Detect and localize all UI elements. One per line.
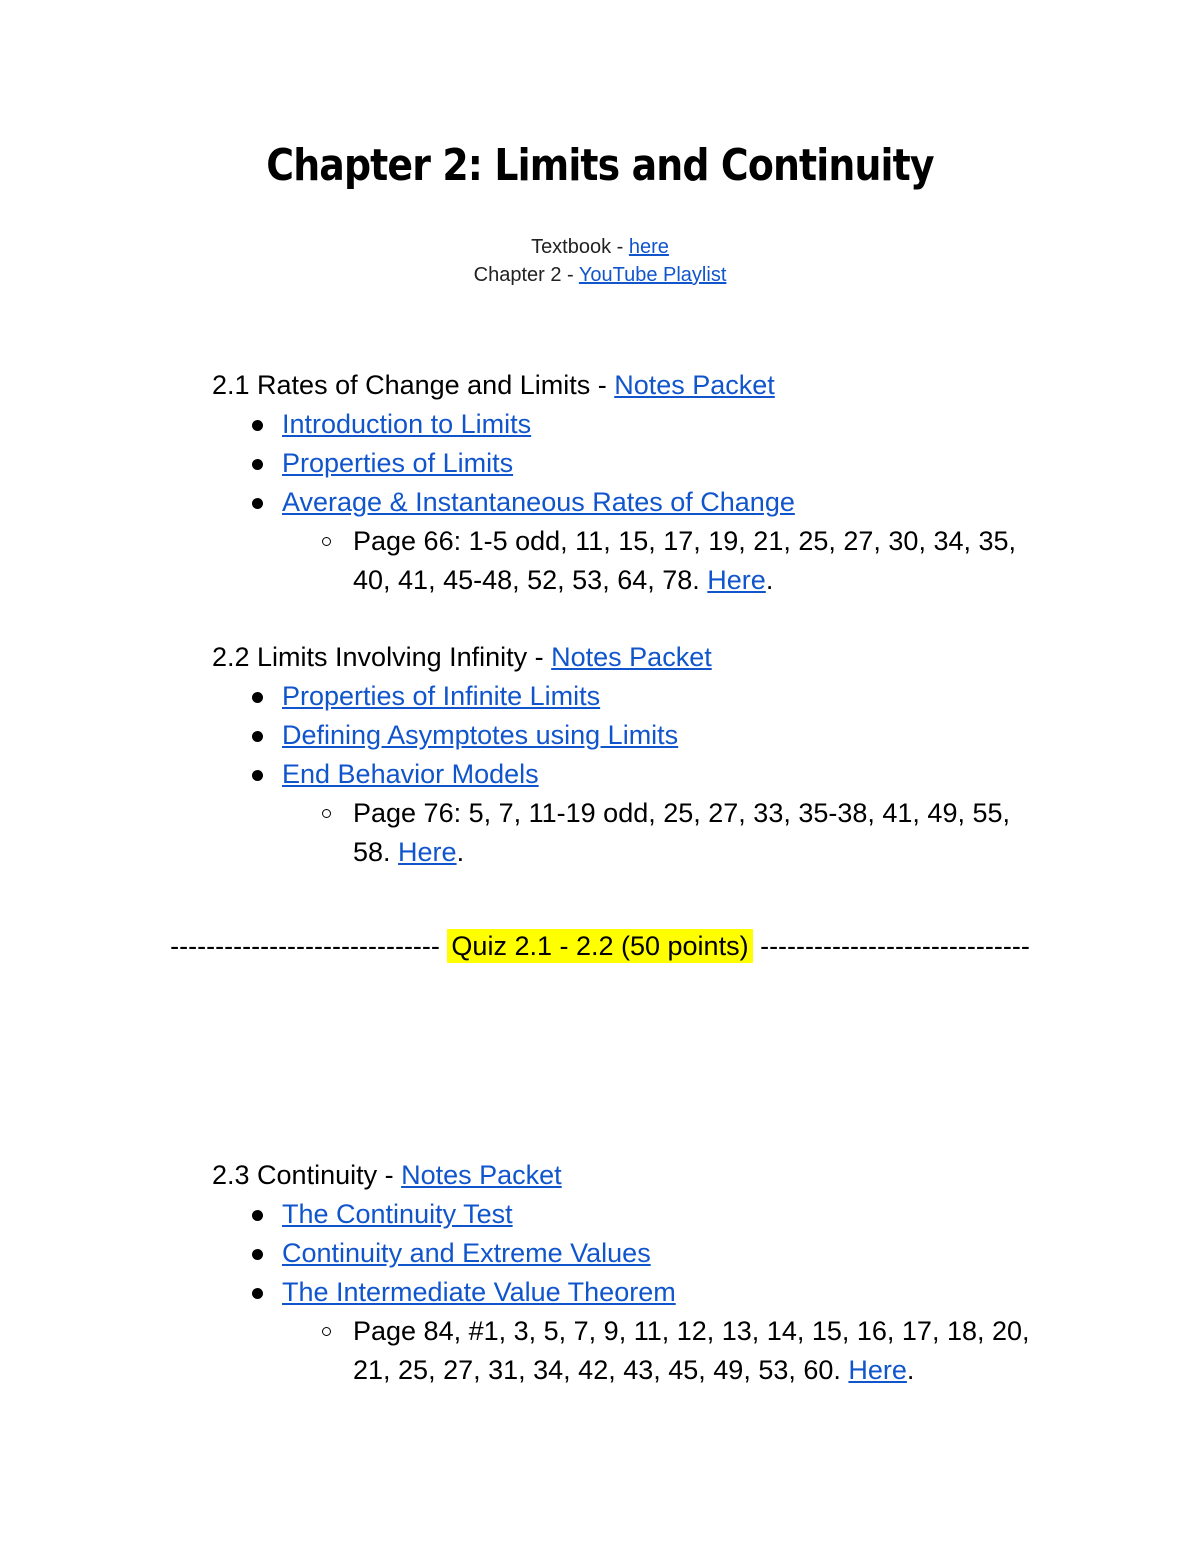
topic-link-continuity-extreme-values[interactable]: Continuity and Extreme Values <box>282 1238 651 1268</box>
topic-item <box>212 1273 1092 1312</box>
textbook-line <box>0 236 1200 259</box>
topic-link-defining-asymptotes[interactable]: Defining Asymptotes using Limits <box>282 720 679 750</box>
section-title: 2.2 Limits Involving Infinity - <box>212 642 552 672</box>
topic-link-rates-of-change[interactable]: Average & Instantaneous Rates of Change <box>282 487 795 517</box>
homework-end: . <box>456 837 465 867</box>
quiz-dashes-right: ------------------------------ <box>752 931 1030 961</box>
homework-text: Page 66: 1-5 odd, 11, 15, 17, 19, 21, 25, 27, 30, 34, 35, 40, 41, 45-48, 52, 53, 64, 78. <box>353 526 1017 595</box>
quiz-divider <box>0 926 1200 966</box>
section-2-1 <box>212 366 1092 600</box>
textbook-label: Textbook - <box>531 236 629 258</box>
quiz-dashes-left: ------------------------------ <box>170 931 448 961</box>
topic-item <box>212 405 1092 444</box>
topic-item <box>212 1195 1092 1234</box>
section-title: 2.3 Continuity - <box>212 1160 402 1190</box>
homework-text: Page 84, #1, 3, 5, 7, 9, 11, 12, 13, 14, 15, 16, 17, 18, 20, 21, 25, 27, 31, 34, 42, 43, 45, 49, 53, 60. <box>353 1316 1030 1385</box>
section-heading <box>212 638 1092 677</box>
homework-link[interactable]: Here <box>398 837 457 867</box>
notes-packet-link[interactable]: Notes Packet <box>614 370 775 400</box>
homework-assignment <box>212 522 1043 600</box>
topic-list <box>212 1195 1092 1312</box>
topic-item <box>212 677 1092 716</box>
playlist-line <box>0 264 1200 287</box>
quiz-label: Quiz 2.1 - 2.2 (50 points) <box>447 929 752 963</box>
homework-assignment <box>212 794 1043 872</box>
topic-link-introduction-to-limits[interactable]: Introduction to Limits <box>282 409 532 439</box>
section-2-3 <box>212 1156 1092 1390</box>
section-title: 2.1 Rates of Change and Limits - <box>212 370 615 400</box>
topic-link-continuity-test[interactable]: The Continuity Test <box>282 1199 513 1229</box>
topic-link-intermediate-value-theorem[interactable]: The Intermediate Value Theorem <box>282 1277 676 1307</box>
topic-item <box>212 483 1092 522</box>
page-title: Chapter 2: Limits and Continuity <box>266 140 934 191</box>
topic-item <box>212 1234 1092 1273</box>
homework-link[interactable]: Here <box>848 1355 907 1385</box>
topic-link-properties-of-limits[interactable]: Properties of Limits <box>282 448 514 478</box>
section-2-2 <box>212 638 1092 872</box>
topic-item <box>212 716 1092 755</box>
homework-end: . <box>765 565 774 595</box>
notes-packet-link[interactable]: Notes Packet <box>551 642 712 672</box>
topic-item <box>212 755 1092 794</box>
youtube-playlist-link[interactable]: YouTube Playlist <box>578 264 727 286</box>
topic-link-end-behavior-models[interactable]: End Behavior Models <box>282 759 539 789</box>
topic-list <box>212 677 1092 794</box>
topic-list <box>212 405 1092 522</box>
playlist-label: Chapter 2 - <box>473 264 579 286</box>
topic-item <box>212 444 1092 483</box>
section-heading <box>212 1156 1092 1195</box>
textbook-link[interactable]: here <box>628 236 669 258</box>
homework-link[interactable]: Here <box>707 565 766 595</box>
homework-end: . <box>906 1355 915 1385</box>
homework-assignment <box>212 1312 1043 1390</box>
notes-packet-link[interactable]: Notes Packet <box>401 1160 562 1190</box>
homework-text: Page 76: 5, 7, 11-19 odd, 25, 27, 33, 35-38, 41, 49, 55, 58. <box>353 798 1011 867</box>
section-heading <box>212 366 1092 405</box>
topic-link-properties-of-infinite-limits[interactable]: Properties of Infinite Limits <box>282 681 601 711</box>
